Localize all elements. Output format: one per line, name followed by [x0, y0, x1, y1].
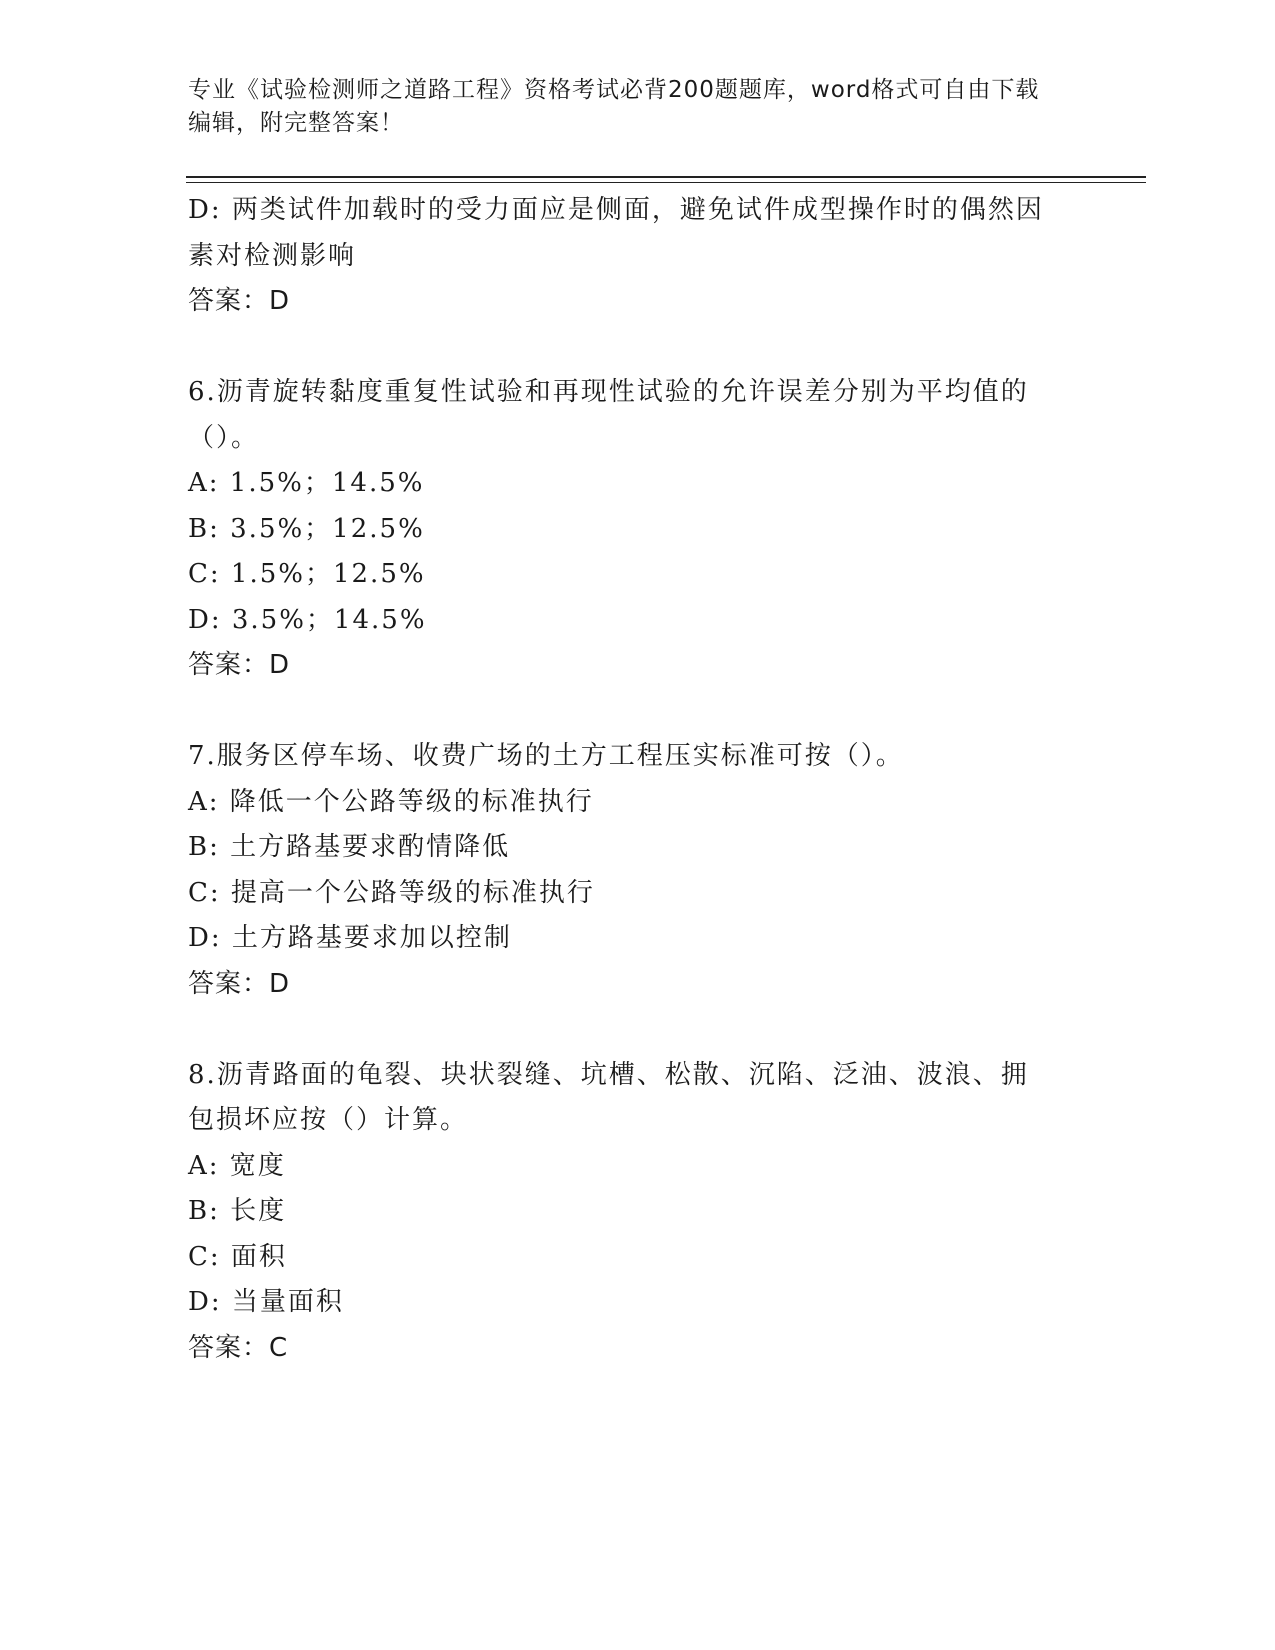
- question-6-stem-cont: （）。: [188, 422, 260, 453]
- question-8-option-a: A: 宽度: [188, 1150, 286, 1181]
- question-8-option-b: B: 长度: [188, 1196, 287, 1226]
- header-divider-thin: [186, 182, 1146, 183]
- question-8-option-c: C: 面积: [188, 1241, 287, 1272]
- question-5-option-d-cont: 素对检测影响: [188, 240, 357, 271]
- question-7-option-d: D: 土方路基要求加以控制: [188, 923, 512, 953]
- page-header: [188, 74, 1088, 140]
- header-title-line-1: 专业《试验检测师之道路工程》资格考试必背200题题库，word格式可自由下载: [188, 77, 1040, 103]
- question-6-stem: 6.沥青旋转黏度重复性试验和再现性试验的允许误差分别为平均值的: [188, 377, 1029, 407]
- question-5-answer: 答案：D: [188, 286, 291, 316]
- question-7-option-a: A: 降低一个公路等级的标准执行: [188, 786, 594, 817]
- question-6-option-b: B: 3.5%；12.5%: [188, 513, 425, 544]
- question-7-stem: 7.服务区停车场、收费广场的土方工程压实标准可按（）。: [188, 741, 904, 771]
- spacer: [188, 1007, 1088, 1053]
- question-7-option-c: C: 提高一个公路等级的标准执行: [188, 877, 595, 908]
- question-6-option-c: C: 1.5%；12.5%: [188, 559, 426, 589]
- question-5: [188, 188, 1088, 325]
- question-6-option-d: D: 3.5%；14.5%: [188, 604, 427, 635]
- header-divider-thick: [186, 176, 1146, 178]
- question-6-option-a: A: 1.5%；14.5%: [188, 468, 425, 498]
- question-8-stem: 8.沥青路面的龟裂、块状裂缝、坑槽、松散、沉陷、泛油、波浪、拥: [188, 1059, 1029, 1090]
- question-8-stem-cont: 包损坏应按（）计算。: [188, 1105, 469, 1135]
- question-8: [188, 1053, 1088, 1372]
- question-7-option-b: B: 土方路基要求酌情降低: [188, 832, 511, 862]
- question-list: [188, 188, 1088, 1371]
- question-5-option-d: D: 两类试件加载时的受力面应是侧面，避免试件成型操作时的偶然因: [188, 195, 1044, 225]
- spacer: [188, 689, 1088, 735]
- question-6-answer: 答案：D: [188, 650, 291, 680]
- question-6: [188, 370, 1088, 689]
- question-7: [188, 734, 1088, 1007]
- header-title-line-2: 编辑，附完整答案！: [188, 110, 404, 136]
- question-7-answer: 答案：D: [188, 968, 291, 999]
- question-8-answer: 答案：C: [188, 1332, 289, 1363]
- question-8-option-d: D: 当量面积: [188, 1287, 344, 1317]
- spacer: [188, 325, 1088, 371]
